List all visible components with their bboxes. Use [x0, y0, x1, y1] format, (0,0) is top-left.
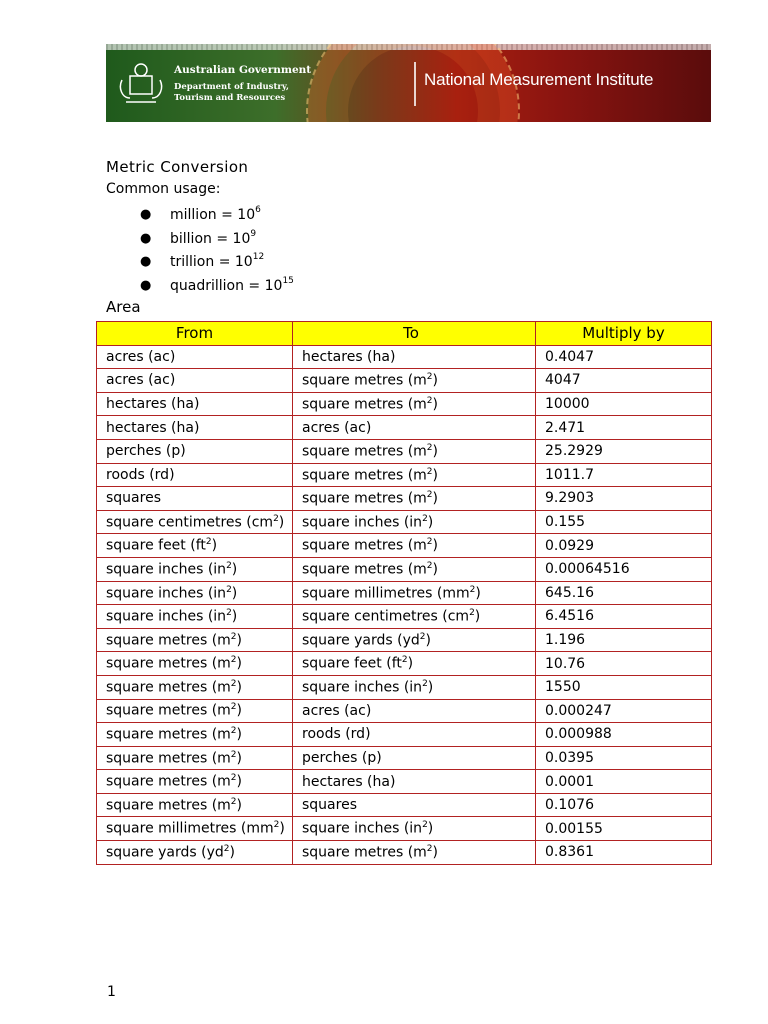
cell-from: squares — [97, 487, 293, 511]
cell-to: square feet $(ft^2)$ — [293, 652, 536, 676]
cell-to: acres (ac) — [293, 699, 536, 723]
table-row — [97, 628, 712, 652]
cell-multiply: 4047 — [536, 369, 712, 393]
cell-multiply: 10000 — [536, 392, 712, 416]
cell-from: hectares (ha) — [97, 416, 293, 440]
bullet-icon: ● — [140, 230, 152, 246]
cell-to: square centimetres $(cm^2)$ — [293, 605, 536, 629]
table-row — [97, 675, 712, 699]
table-row — [97, 416, 712, 440]
cell-from: perches (p) — [97, 439, 293, 463]
table-row — [97, 369, 712, 393]
cell-to: square metres $(m^2)$ — [293, 487, 536, 511]
column-header-to: To — [293, 322, 536, 346]
cell-to: acres (ac) — [293, 416, 536, 440]
department-name: Department of Industry, Tourism and Resources — [174, 82, 289, 103]
column-header-multiply: Multiply by — [536, 322, 712, 346]
table-row — [97, 746, 712, 770]
cell-to: square inches $(in^2)$ — [293, 817, 536, 841]
table-row — [97, 817, 712, 841]
coat-of-arms-icon — [116, 58, 166, 108]
cell-from: square metres $(m^2)$ — [97, 793, 293, 817]
cell-multiply: 0.000988 — [536, 723, 712, 747]
table-row — [97, 770, 712, 794]
cell-multiply: 0.155 — [536, 510, 712, 534]
table-row — [97, 345, 712, 369]
table-header-row — [97, 322, 712, 346]
table-row — [97, 439, 712, 463]
cell-to: square yards $(yd^2)$ — [293, 628, 536, 652]
cell-multiply: 0.00064516 — [536, 557, 712, 581]
cell-to: squares — [293, 793, 536, 817]
cell-from: square metres $(m^2)$ — [97, 723, 293, 747]
cell-multiply: 0.0929 — [536, 534, 712, 558]
table-row — [97, 534, 712, 558]
cell-multiply: 645.16 — [536, 581, 712, 605]
header-banner — [106, 44, 711, 122]
table-row — [97, 723, 712, 747]
cell-from: square centimetres $(cm^2)$ — [97, 510, 293, 534]
page-number: 1 — [107, 984, 116, 1000]
table-row — [97, 392, 712, 416]
cell-multiply: 10.76 — [536, 652, 712, 676]
bullet-icon: ● — [140, 254, 152, 269]
table-body — [97, 345, 712, 864]
institute-name: National Measurement Institute — [424, 70, 654, 89]
cell-multiply: 25.2929 — [536, 439, 712, 463]
cell-multiply: 9.2903 — [536, 487, 712, 511]
cell-from: acres (ac) — [97, 345, 293, 369]
cell-to: square metres $(m^2)$ — [293, 557, 536, 581]
cell-multiply: 0.0395 — [536, 746, 712, 770]
table-row — [97, 487, 712, 511]
cell-to: perches (p) — [293, 746, 536, 770]
cell-multiply: 0.0001 — [536, 770, 712, 794]
cell-to: square metres $(m^2)$ — [293, 369, 536, 393]
cell-to: hectares (ha) — [293, 770, 536, 794]
cell-from: square metres $(m^2)$ — [97, 746, 293, 770]
cell-multiply: 6.4516 — [536, 605, 712, 629]
table-row — [97, 557, 712, 581]
cell-from: square metres $(m^2)$ — [97, 770, 293, 794]
cell-to: square metres $(m^2)$ — [293, 439, 536, 463]
cell-multiply: 0.8361 — [536, 841, 712, 865]
table-row — [97, 793, 712, 817]
cell-from: square feet $(ft^2)$ — [97, 534, 293, 558]
table-row — [97, 699, 712, 723]
cell-from: roods (rd) — [97, 463, 293, 487]
cell-from: square inches $(in^2)$ — [97, 605, 293, 629]
bullet-icon: ● — [140, 207, 152, 222]
cell-from: square millimetres $(mm^2)$ — [97, 817, 293, 841]
table-row — [97, 463, 712, 487]
cell-multiply: 1550 — [536, 675, 712, 699]
cell-to: hectares (ha) — [293, 345, 536, 369]
cell-multiply: 0.1076 — [536, 793, 712, 817]
cell-multiply: 1011.7 — [536, 463, 712, 487]
cell-to: roods (rd) — [293, 723, 536, 747]
conversion-table — [96, 321, 712, 865]
table-row — [97, 605, 712, 629]
bullet-icon: ● — [140, 277, 152, 293]
cell-from: square metres $(m^2)$ — [97, 628, 293, 652]
cell-multiply: 0.4047 — [536, 345, 712, 369]
cell-from: square inches $(in^2)$ — [97, 581, 293, 605]
cell-to: square metres $(m^2)$ — [293, 463, 536, 487]
table-row — [97, 841, 712, 865]
cell-to: square metres $(m^2)$ — [293, 392, 536, 416]
cell-from: square metres $(m^2)$ — [97, 675, 293, 699]
cell-from: acres (ac) — [97, 369, 293, 393]
cell-from: square metres $(m^2)$ — [97, 652, 293, 676]
column-header-from: From — [97, 322, 293, 346]
cell-from: square metres $(m^2)$ — [97, 699, 293, 723]
cell-multiply: 0.00155 — [536, 817, 712, 841]
banner-divider — [414, 62, 416, 106]
cell-multiply: 2.471 — [536, 416, 712, 440]
cell-from: hectares (ha) — [97, 392, 293, 416]
table-row — [97, 510, 712, 534]
cell-to: square inches $(in^2)$ — [293, 510, 536, 534]
cell-multiply: 1.196 — [536, 628, 712, 652]
cell-from: square yards $(yd^2)$ — [97, 841, 293, 865]
cell-to: square metres $(m^2)$ — [293, 534, 536, 558]
cell-to: square millimetres $(mm^2)$ — [293, 581, 536, 605]
section-heading: Area — [106, 298, 141, 316]
common-usage-label: Common usage: — [106, 181, 221, 197]
government-title: Australian Government — [174, 64, 312, 76]
cell-from: square inches $(in^2)$ — [97, 557, 293, 581]
table-row — [97, 652, 712, 676]
cell-multiply: 0.000247 — [536, 699, 712, 723]
table-row — [97, 581, 712, 605]
cell-to: square inches $(in^2)$ — [293, 675, 536, 699]
page-title: Metric Conversion — [106, 158, 249, 176]
cell-to: square metres $(m^2)$ — [293, 841, 536, 865]
